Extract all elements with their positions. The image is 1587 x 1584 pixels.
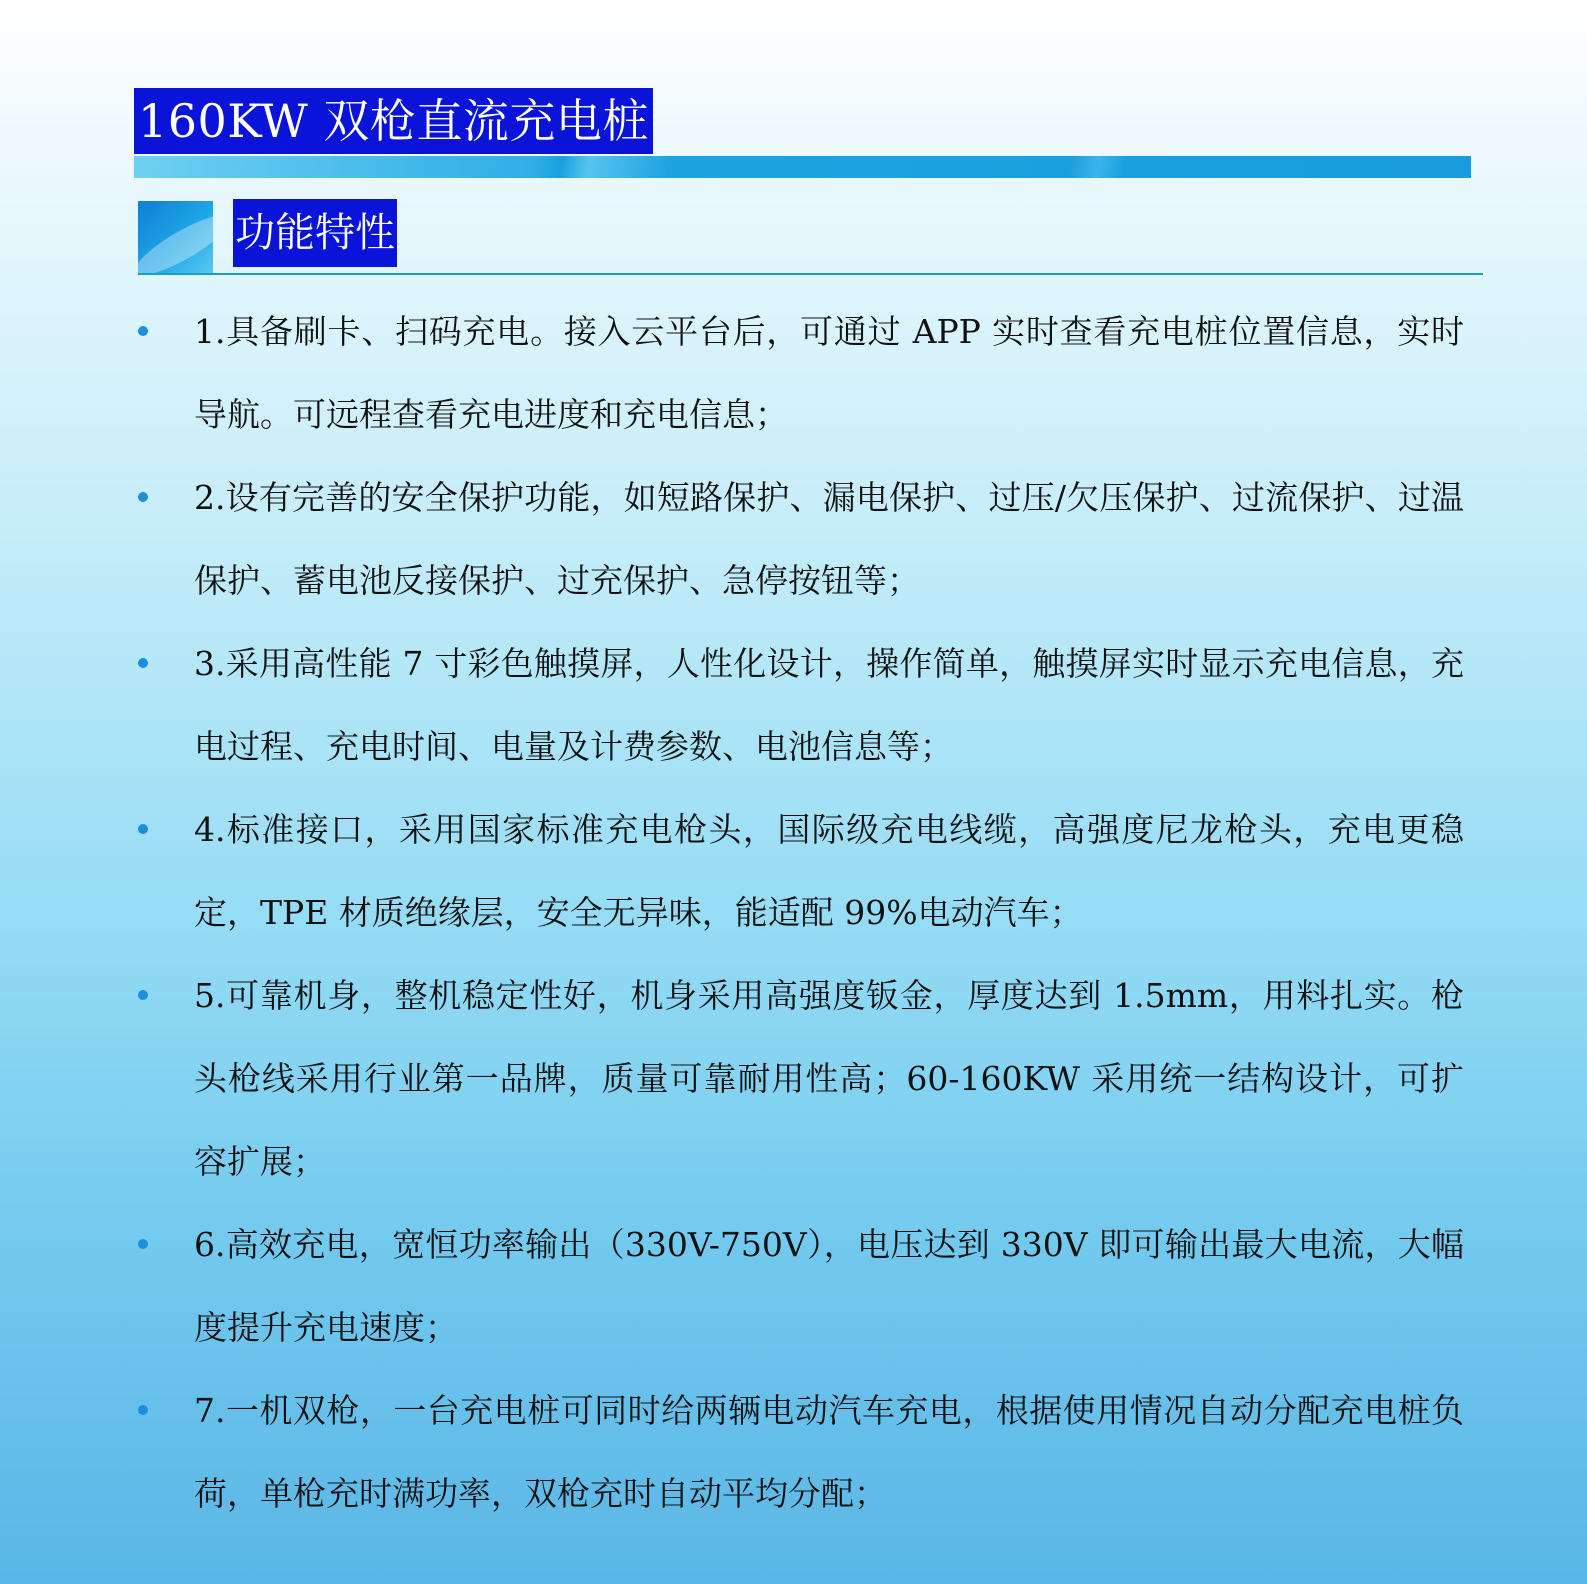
feature-text: 5.可靠机身，整机稳定性好，机身采用高强度钣金，厚度达到 1.5mm，用料扎实。枪头枪线采用行业第一品牌，质量可靠耐用性高；60-160KW 采用统一结构设计，可扩容扩展； <box>194 976 1464 1181</box>
feature-text: 6.高效充电，宽恒功率输出（330V-750V），电压达到 330V 即可输出最大电流，大幅度提升充电速度； <box>194 1225 1464 1347</box>
section-divider <box>138 273 1483 275</box>
bullet-dot-icon <box>138 990 148 1000</box>
bullet-dot-icon <box>138 492 148 502</box>
feature-item-1 <box>134 290 1464 456</box>
bullet-dot-icon <box>138 824 148 834</box>
section-square-icon <box>138 201 213 275</box>
bullet-dot-icon <box>138 326 148 336</box>
swoosh-decoration <box>138 205 213 275</box>
feature-item-6 <box>134 1203 1464 1369</box>
feature-text: 7.一机双枪，一台充电桩可同时给两辆电动汽车充电，根据使用情况自动分配充电桩负荷，单枪充时满功率，双枪充时自动平均分配； <box>194 1391 1464 1513</box>
feature-text: 1.具备刷卡、扫码充电。接入云平台后，可通过 APP 实时查看充电桩位置信息，实时导航。可远程查看充电进度和充电信息； <box>194 312 1464 434</box>
feature-item-4 <box>134 788 1464 954</box>
feature-item-3 <box>134 622 1464 788</box>
feature-list <box>134 290 1464 1535</box>
feature-text: 3.采用高性能 7 寸彩色触摸屏，人性化设计，操作简单，触摸屏实时显示充电信息，充电过程、充电时间、电量及计费参数、电池信息等； <box>194 644 1464 766</box>
title-accent-bar <box>134 156 1471 178</box>
feature-text: 2.设有完善的安全保护功能，如短路保护、漏电保护、过压/欠压保护、过流保护、过温保护、蓄电池反接保护、过充保护、急停按钮等； <box>194 478 1464 600</box>
section-title: 功能特性 <box>233 199 397 267</box>
bullet-dot-icon <box>138 1405 148 1415</box>
feature-text: 4.标准接口，采用国家标准充电枪头，国际级充电线缆，高强度尼龙枪头，充电更稳定，TPE 材质绝缘层，安全无异味，能适配 99%电动汽车； <box>194 810 1464 932</box>
bullet-dot-icon <box>138 1239 148 1249</box>
feature-item-7 <box>134 1369 1464 1535</box>
page-title: 160KW 双枪直流充电桩 <box>134 88 653 154</box>
feature-item-5 <box>134 954 1464 1203</box>
feature-item-2 <box>134 456 1464 622</box>
bullet-dot-icon <box>138 658 148 668</box>
page-header <box>134 88 1471 178</box>
